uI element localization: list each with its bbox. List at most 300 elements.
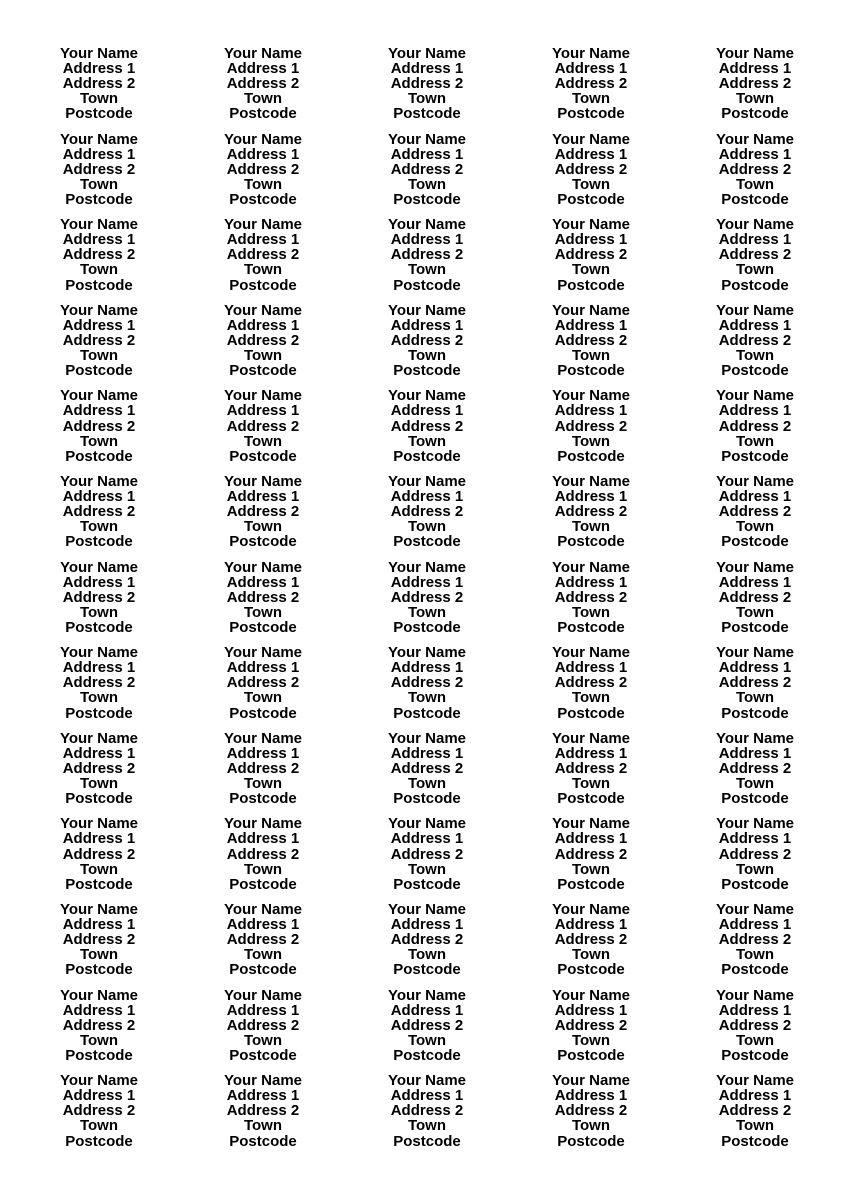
label-town: Town bbox=[79, 347, 119, 365]
label-address-1: Address 1 bbox=[554, 1087, 628, 1105]
label-address-1: Address 1 bbox=[226, 1001, 300, 1019]
label-name: Your Name bbox=[59, 301, 139, 319]
label-town: Town bbox=[407, 603, 447, 621]
label-name: Your Name bbox=[551, 130, 631, 148]
label-town: Town bbox=[571, 1031, 611, 1049]
label-address-2: Address 2 bbox=[390, 331, 464, 349]
label-address-2: Address 2 bbox=[226, 503, 300, 521]
label-postcode: Postcode bbox=[65, 1132, 133, 1150]
label-address-1: Address 1 bbox=[390, 573, 464, 591]
label-postcode: Postcode bbox=[393, 1046, 461, 1064]
label-address-1: Address 1 bbox=[718, 402, 792, 420]
address-label bbox=[17, 645, 181, 731]
label-postcode: Postcode bbox=[393, 875, 461, 893]
label-postcode: Postcode bbox=[393, 1132, 461, 1150]
label-name: Your Name bbox=[223, 301, 303, 319]
label-town: Town bbox=[79, 689, 119, 707]
label-address-1: Address 1 bbox=[554, 830, 628, 848]
label-name: Your Name bbox=[551, 472, 631, 490]
label-name: Your Name bbox=[715, 130, 795, 148]
address-label bbox=[509, 988, 673, 1074]
label-address-1: Address 1 bbox=[390, 830, 464, 848]
label-name: Your Name bbox=[715, 900, 795, 918]
label-town: Town bbox=[79, 775, 119, 793]
label-name: Your Name bbox=[223, 900, 303, 918]
address-label bbox=[673, 731, 837, 817]
label-address-2: Address 2 bbox=[718, 931, 792, 949]
label-address-2: Address 2 bbox=[226, 588, 300, 606]
address-label bbox=[345, 303, 509, 389]
label-town: Town bbox=[735, 603, 775, 621]
label-town: Town bbox=[407, 432, 447, 450]
address-label bbox=[181, 132, 345, 218]
label-name: Your Name bbox=[715, 472, 795, 490]
address-label bbox=[345, 816, 509, 902]
label-address-2: Address 2 bbox=[718, 674, 792, 692]
label-address-1: Address 1 bbox=[718, 60, 792, 78]
label-name: Your Name bbox=[223, 216, 303, 234]
label-postcode: Postcode bbox=[721, 1132, 789, 1150]
label-address-2: Address 2 bbox=[226, 674, 300, 692]
address-label bbox=[509, 902, 673, 988]
label-postcode: Postcode bbox=[65, 1046, 133, 1064]
label-town: Town bbox=[79, 603, 119, 621]
label-postcode: Postcode bbox=[557, 362, 625, 380]
label-postcode: Postcode bbox=[65, 362, 133, 380]
label-address-1: Address 1 bbox=[554, 231, 628, 249]
label-town: Town bbox=[735, 1031, 775, 1049]
label-postcode: Postcode bbox=[229, 875, 297, 893]
label-town: Town bbox=[243, 1031, 283, 1049]
label-name: Your Name bbox=[59, 815, 139, 833]
label-name: Your Name bbox=[59, 387, 139, 405]
label-town: Town bbox=[735, 860, 775, 878]
address-label bbox=[17, 388, 181, 474]
label-town: Town bbox=[571, 347, 611, 365]
label-address-2: Address 2 bbox=[226, 417, 300, 435]
address-label bbox=[181, 988, 345, 1074]
label-town: Town bbox=[243, 518, 283, 536]
label-address-2: Address 2 bbox=[390, 931, 464, 949]
label-address-2: Address 2 bbox=[390, 1016, 464, 1034]
label-name: Your Name bbox=[59, 472, 139, 490]
label-name: Your Name bbox=[551, 986, 631, 1004]
address-label bbox=[345, 1073, 509, 1159]
label-name: Your Name bbox=[59, 1072, 139, 1090]
label-postcode: Postcode bbox=[557, 704, 625, 722]
address-label bbox=[673, 474, 837, 560]
label-address-2: Address 2 bbox=[226, 1102, 300, 1120]
label-town: Town bbox=[571, 689, 611, 707]
label-postcode: Postcode bbox=[229, 105, 297, 123]
label-postcode: Postcode bbox=[721, 961, 789, 979]
label-postcode: Postcode bbox=[65, 875, 133, 893]
label-town: Town bbox=[407, 518, 447, 536]
label-address-2: Address 2 bbox=[390, 246, 464, 264]
label-name: Your Name bbox=[551, 729, 631, 747]
label-postcode: Postcode bbox=[229, 362, 297, 380]
label-town: Town bbox=[407, 775, 447, 793]
label-address-1: Address 1 bbox=[62, 145, 136, 163]
address-label bbox=[181, 217, 345, 303]
label-address-1: Address 1 bbox=[718, 1087, 792, 1105]
label-name: Your Name bbox=[59, 986, 139, 1004]
label-town: Town bbox=[735, 518, 775, 536]
label-town: Town bbox=[735, 689, 775, 707]
label-name: Your Name bbox=[59, 45, 139, 62]
label-postcode: Postcode bbox=[557, 1132, 625, 1150]
label-name: Your Name bbox=[387, 387, 467, 405]
label-address-2: Address 2 bbox=[554, 931, 628, 949]
label-name: Your Name bbox=[715, 45, 795, 62]
label-name: Your Name bbox=[59, 644, 139, 662]
address-label bbox=[17, 46, 181, 132]
address-label bbox=[345, 560, 509, 646]
label-town: Town bbox=[79, 1031, 119, 1049]
label-postcode: Postcode bbox=[393, 961, 461, 979]
label-address-2: Address 2 bbox=[62, 674, 136, 692]
label-town: Town bbox=[735, 946, 775, 964]
address-label bbox=[673, 132, 837, 218]
label-postcode: Postcode bbox=[393, 276, 461, 294]
label-address-2: Address 2 bbox=[718, 1102, 792, 1120]
label-address-1: Address 1 bbox=[718, 1001, 792, 1019]
label-town: Town bbox=[243, 347, 283, 365]
label-postcode: Postcode bbox=[721, 533, 789, 551]
label-postcode: Postcode bbox=[229, 618, 297, 636]
label-name: Your Name bbox=[387, 45, 467, 62]
label-town: Town bbox=[407, 1117, 447, 1135]
address-label bbox=[181, 303, 345, 389]
label-postcode: Postcode bbox=[557, 105, 625, 123]
label-town: Town bbox=[79, 946, 119, 964]
address-label bbox=[673, 902, 837, 988]
label-address-1: Address 1 bbox=[390, 659, 464, 677]
label-name: Your Name bbox=[387, 558, 467, 576]
label-address-2: Address 2 bbox=[554, 845, 628, 863]
label-address-2: Address 2 bbox=[226, 75, 300, 93]
label-name: Your Name bbox=[223, 1072, 303, 1090]
address-label bbox=[17, 816, 181, 902]
label-postcode: Postcode bbox=[721, 105, 789, 123]
label-town: Town bbox=[243, 689, 283, 707]
label-address-1: Address 1 bbox=[718, 659, 792, 677]
label-town: Town bbox=[243, 261, 283, 279]
label-address-2: Address 2 bbox=[718, 759, 792, 777]
address-label bbox=[673, 1073, 837, 1159]
label-postcode: Postcode bbox=[229, 276, 297, 294]
label-postcode: Postcode bbox=[229, 961, 297, 979]
label-address-2: Address 2 bbox=[62, 1102, 136, 1120]
label-address-1: Address 1 bbox=[718, 316, 792, 334]
label-address-2: Address 2 bbox=[226, 759, 300, 777]
address-label bbox=[673, 645, 837, 731]
address-label bbox=[673, 988, 837, 1074]
label-name: Your Name bbox=[387, 729, 467, 747]
label-town: Town bbox=[243, 603, 283, 621]
label-address-2: Address 2 bbox=[390, 674, 464, 692]
label-address-1: Address 1 bbox=[718, 744, 792, 762]
address-label bbox=[345, 388, 509, 474]
label-postcode: Postcode bbox=[557, 533, 625, 551]
label-address-2: Address 2 bbox=[390, 75, 464, 93]
label-postcode: Postcode bbox=[721, 1046, 789, 1064]
label-address-1: Address 1 bbox=[718, 916, 792, 934]
label-name: Your Name bbox=[223, 472, 303, 490]
address-label bbox=[17, 303, 181, 389]
label-postcode: Postcode bbox=[557, 790, 625, 808]
address-label bbox=[181, 388, 345, 474]
label-address-2: Address 2 bbox=[62, 503, 136, 521]
label-name: Your Name bbox=[551, 815, 631, 833]
label-town: Town bbox=[407, 90, 447, 108]
address-label bbox=[509, 560, 673, 646]
label-address-2: Address 2 bbox=[226, 331, 300, 349]
label-address-1: Address 1 bbox=[226, 916, 300, 934]
label-address-2: Address 2 bbox=[718, 1016, 792, 1034]
label-name: Your Name bbox=[715, 301, 795, 319]
label-address-1: Address 1 bbox=[390, 488, 464, 506]
label-address-1: Address 1 bbox=[390, 1001, 464, 1019]
label-town: Town bbox=[79, 261, 119, 279]
label-address-2: Address 2 bbox=[62, 160, 136, 178]
label-postcode: Postcode bbox=[229, 1046, 297, 1064]
label-postcode: Postcode bbox=[557, 618, 625, 636]
label-address-1: Address 1 bbox=[226, 573, 300, 591]
label-town: Town bbox=[735, 347, 775, 365]
label-town: Town bbox=[79, 175, 119, 193]
address-label bbox=[181, 474, 345, 560]
label-name: Your Name bbox=[551, 45, 631, 62]
label-address-2: Address 2 bbox=[390, 160, 464, 178]
label-postcode: Postcode bbox=[393, 362, 461, 380]
label-name: Your Name bbox=[387, 815, 467, 833]
label-postcode: Postcode bbox=[721, 875, 789, 893]
label-address-1: Address 1 bbox=[554, 1001, 628, 1019]
label-address-1: Address 1 bbox=[390, 60, 464, 78]
label-address-1: Address 1 bbox=[226, 830, 300, 848]
label-address-2: Address 2 bbox=[226, 931, 300, 949]
address-label bbox=[17, 731, 181, 817]
address-label bbox=[345, 132, 509, 218]
label-address-1: Address 1 bbox=[390, 1087, 464, 1105]
label-postcode: Postcode bbox=[229, 447, 297, 465]
label-town: Town bbox=[735, 432, 775, 450]
label-name: Your Name bbox=[223, 558, 303, 576]
label-address-1: Address 1 bbox=[226, 316, 300, 334]
label-name: Your Name bbox=[551, 900, 631, 918]
label-town: Town bbox=[735, 175, 775, 193]
label-address-2: Address 2 bbox=[554, 417, 628, 435]
label-town: Town bbox=[243, 860, 283, 878]
label-postcode: Postcode bbox=[557, 1046, 625, 1064]
label-address-2: Address 2 bbox=[718, 331, 792, 349]
label-name: Your Name bbox=[59, 216, 139, 234]
label-address-2: Address 2 bbox=[554, 1016, 628, 1034]
label-address-2: Address 2 bbox=[390, 759, 464, 777]
label-address-1: Address 1 bbox=[226, 145, 300, 163]
label-town: Town bbox=[79, 90, 119, 108]
label-address-1: Address 1 bbox=[718, 488, 792, 506]
label-name: Your Name bbox=[715, 1072, 795, 1090]
address-label bbox=[181, 46, 345, 132]
label-postcode: Postcode bbox=[557, 190, 625, 208]
address-label bbox=[181, 1073, 345, 1159]
address-label bbox=[181, 902, 345, 988]
label-postcode: Postcode bbox=[393, 447, 461, 465]
address-label bbox=[345, 988, 509, 1074]
label-name: Your Name bbox=[223, 815, 303, 833]
label-address-2: Address 2 bbox=[718, 588, 792, 606]
label-name: Your Name bbox=[223, 644, 303, 662]
label-name: Your Name bbox=[387, 644, 467, 662]
label-name: Your Name bbox=[59, 130, 139, 148]
label-address-1: Address 1 bbox=[62, 231, 136, 249]
label-postcode: Postcode bbox=[557, 276, 625, 294]
label-name: Your Name bbox=[715, 815, 795, 833]
address-label bbox=[509, 388, 673, 474]
label-address-1: Address 1 bbox=[226, 659, 300, 677]
label-town: Town bbox=[407, 175, 447, 193]
label-name: Your Name bbox=[387, 216, 467, 234]
label-town: Town bbox=[79, 432, 119, 450]
label-address-2: Address 2 bbox=[62, 331, 136, 349]
address-label bbox=[17, 1073, 181, 1159]
label-name: Your Name bbox=[551, 644, 631, 662]
label-address-1: Address 1 bbox=[554, 402, 628, 420]
label-postcode: Postcode bbox=[393, 533, 461, 551]
label-town: Town bbox=[243, 775, 283, 793]
label-address-1: Address 1 bbox=[390, 231, 464, 249]
label-address-2: Address 2 bbox=[554, 503, 628, 521]
address-label bbox=[181, 816, 345, 902]
label-postcode: Postcode bbox=[393, 105, 461, 123]
label-postcode: Postcode bbox=[65, 618, 133, 636]
label-postcode: Postcode bbox=[393, 704, 461, 722]
label-address-1: Address 1 bbox=[226, 744, 300, 762]
label-postcode: Postcode bbox=[393, 190, 461, 208]
label-address-1: Address 1 bbox=[226, 402, 300, 420]
label-town: Town bbox=[735, 261, 775, 279]
label-town: Town bbox=[571, 946, 611, 964]
label-address-1: Address 1 bbox=[390, 916, 464, 934]
label-name: Your Name bbox=[715, 387, 795, 405]
label-address-1: Address 1 bbox=[554, 145, 628, 163]
label-postcode: Postcode bbox=[557, 961, 625, 979]
label-name: Your Name bbox=[59, 900, 139, 918]
label-postcode: Postcode bbox=[65, 190, 133, 208]
address-label bbox=[509, 217, 673, 303]
label-address-1: Address 1 bbox=[62, 830, 136, 848]
label-town: Town bbox=[571, 860, 611, 878]
label-address-2: Address 2 bbox=[554, 246, 628, 264]
label-postcode: Postcode bbox=[229, 1132, 297, 1150]
label-postcode: Postcode bbox=[721, 276, 789, 294]
label-name: Your Name bbox=[223, 387, 303, 405]
label-postcode: Postcode bbox=[721, 618, 789, 636]
label-address-2: Address 2 bbox=[554, 588, 628, 606]
label-address-2: Address 2 bbox=[62, 588, 136, 606]
label-postcode: Postcode bbox=[229, 790, 297, 808]
label-address-2: Address 2 bbox=[718, 75, 792, 93]
label-address-1: Address 1 bbox=[554, 316, 628, 334]
label-address-1: Address 1 bbox=[554, 488, 628, 506]
label-address-1: Address 1 bbox=[226, 231, 300, 249]
label-name: Your Name bbox=[387, 986, 467, 1004]
label-postcode: Postcode bbox=[65, 704, 133, 722]
label-name: Your Name bbox=[551, 1072, 631, 1090]
label-address-2: Address 2 bbox=[62, 1016, 136, 1034]
label-address-1: Address 1 bbox=[718, 231, 792, 249]
address-label bbox=[345, 46, 509, 132]
label-postcode: Postcode bbox=[721, 190, 789, 208]
label-address-1: Address 1 bbox=[390, 402, 464, 420]
address-label-sheet bbox=[17, 46, 837, 1159]
label-town: Town bbox=[571, 1117, 611, 1135]
label-town: Town bbox=[735, 90, 775, 108]
label-postcode: Postcode bbox=[721, 790, 789, 808]
label-address-2: Address 2 bbox=[390, 845, 464, 863]
address-label bbox=[345, 474, 509, 560]
label-address-2: Address 2 bbox=[62, 845, 136, 863]
label-town: Town bbox=[407, 261, 447, 279]
label-postcode: Postcode bbox=[721, 447, 789, 465]
address-label bbox=[181, 560, 345, 646]
label-town: Town bbox=[571, 432, 611, 450]
label-name: Your Name bbox=[715, 216, 795, 234]
label-address-2: Address 2 bbox=[718, 160, 792, 178]
label-town: Town bbox=[407, 1031, 447, 1049]
label-name: Your Name bbox=[551, 216, 631, 234]
label-address-2: Address 2 bbox=[226, 1016, 300, 1034]
address-label bbox=[509, 132, 673, 218]
label-address-2: Address 2 bbox=[62, 931, 136, 949]
label-address-1: Address 1 bbox=[62, 573, 136, 591]
label-address-2: Address 2 bbox=[62, 246, 136, 264]
label-address-2: Address 2 bbox=[226, 845, 300, 863]
label-address-1: Address 1 bbox=[718, 830, 792, 848]
label-address-2: Address 2 bbox=[554, 75, 628, 93]
label-address-1: Address 1 bbox=[62, 659, 136, 677]
label-postcode: Postcode bbox=[721, 704, 789, 722]
label-name: Your Name bbox=[223, 45, 303, 62]
label-address-2: Address 2 bbox=[554, 759, 628, 777]
label-address-1: Address 1 bbox=[62, 1087, 136, 1105]
label-address-1: Address 1 bbox=[62, 488, 136, 506]
address-label bbox=[509, 816, 673, 902]
label-name: Your Name bbox=[551, 387, 631, 405]
label-address-2: Address 2 bbox=[62, 417, 136, 435]
address-label bbox=[673, 388, 837, 474]
label-postcode: Postcode bbox=[393, 618, 461, 636]
label-town: Town bbox=[407, 347, 447, 365]
address-label bbox=[17, 217, 181, 303]
label-town: Town bbox=[735, 1117, 775, 1135]
label-address-2: Address 2 bbox=[390, 503, 464, 521]
label-postcode: Postcode bbox=[65, 105, 133, 123]
label-address-2: Address 2 bbox=[390, 417, 464, 435]
label-town: Town bbox=[571, 261, 611, 279]
label-name: Your Name bbox=[387, 130, 467, 148]
label-address-2: Address 2 bbox=[226, 160, 300, 178]
address-label bbox=[509, 303, 673, 389]
label-postcode: Postcode bbox=[65, 447, 133, 465]
label-address-2: Address 2 bbox=[718, 845, 792, 863]
address-label bbox=[17, 474, 181, 560]
address-label bbox=[509, 645, 673, 731]
label-postcode: Postcode bbox=[721, 362, 789, 380]
label-postcode: Postcode bbox=[229, 533, 297, 551]
